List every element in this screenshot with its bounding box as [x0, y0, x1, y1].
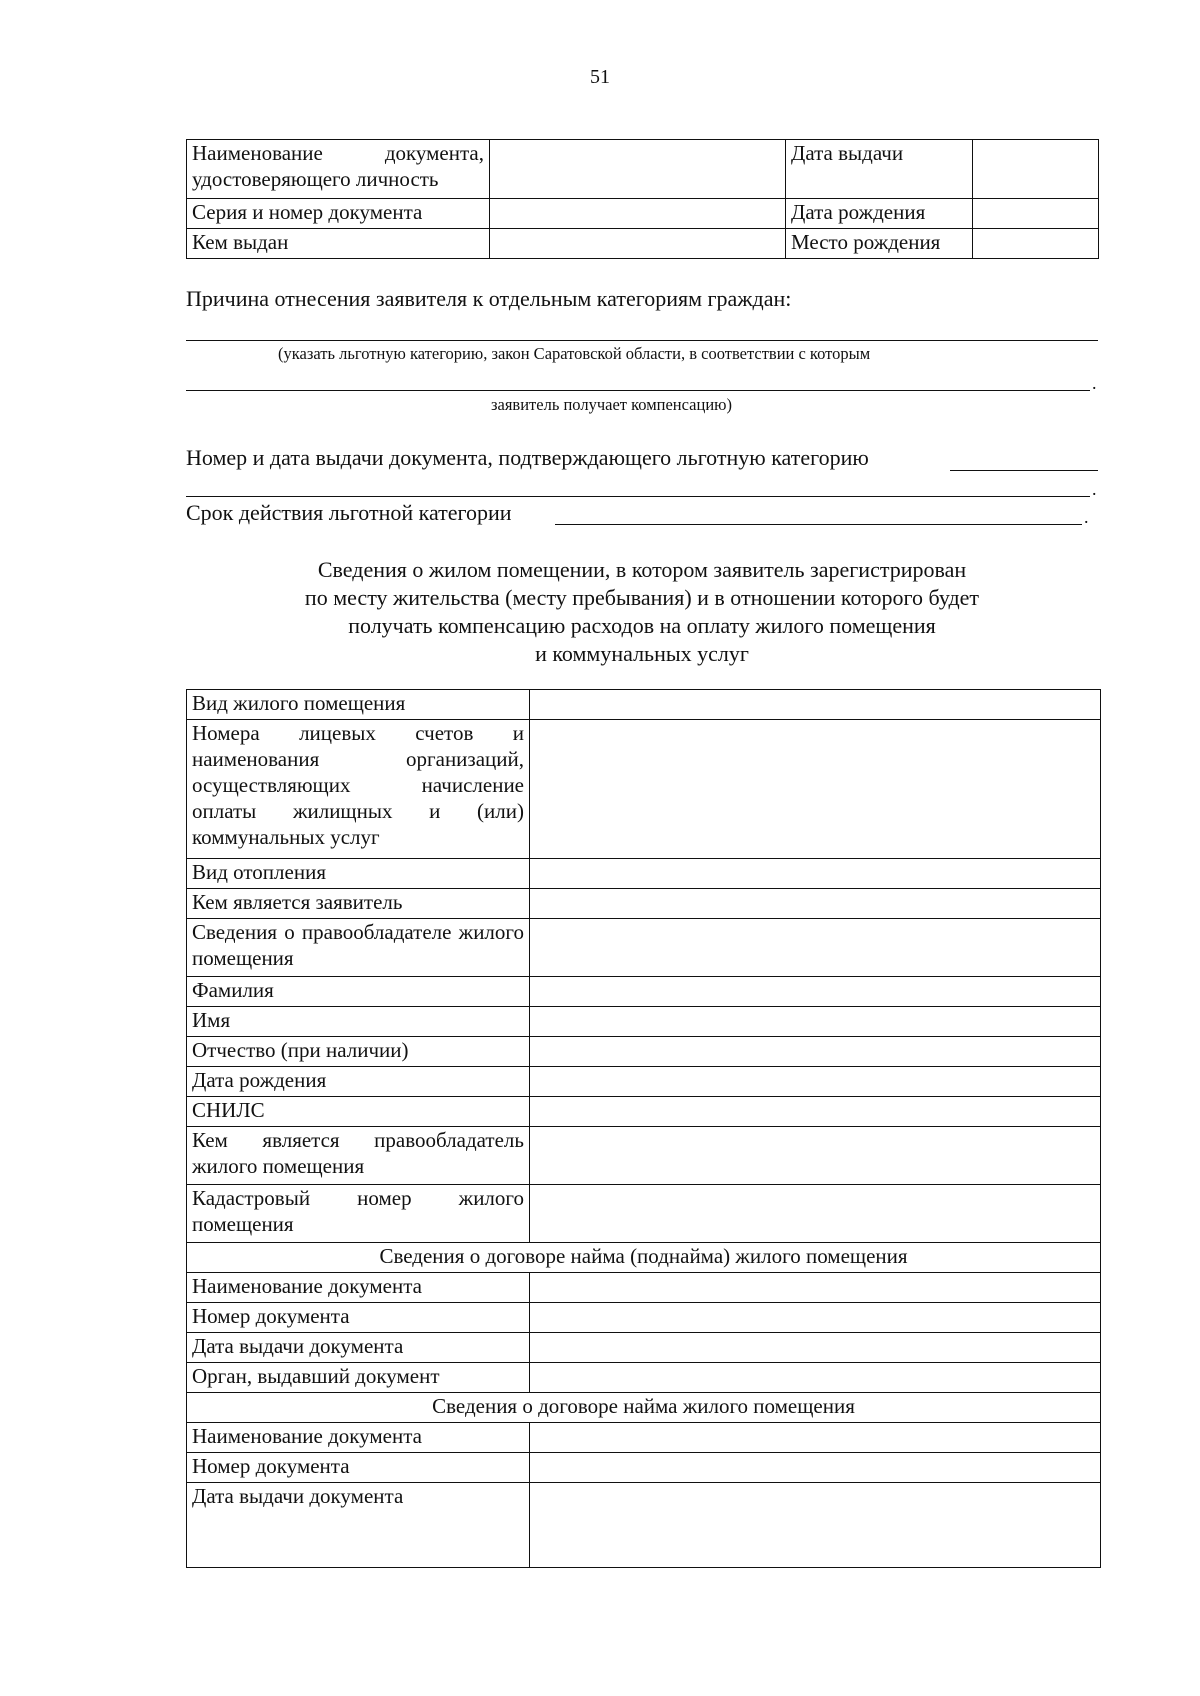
- heating-type-field[interactable]: [530, 859, 1101, 889]
- housing-type-field[interactable]: [530, 690, 1101, 720]
- validity-line[interactable]: [555, 524, 1082, 525]
- issued-by-label: Кем выдан: [187, 229, 490, 259]
- lease-doc-name-field[interactable]: [530, 1423, 1101, 1453]
- housing-table: [186, 689, 1101, 1568]
- owner-info-label: Сведения о правообладателе жилого помещения: [187, 919, 530, 977]
- housing-heading: [186, 556, 1098, 668]
- name-field[interactable]: [530, 1007, 1101, 1037]
- lease-doc-number-field[interactable]: [530, 1453, 1101, 1483]
- sublease-issuer-field[interactable]: [530, 1363, 1101, 1393]
- series-number-field[interactable]: [490, 199, 786, 229]
- sublease-doc-name-label: Наименование документа: [187, 1273, 530, 1303]
- period-mark: .: [1092, 373, 1097, 393]
- page-number: 51: [590, 66, 610, 88]
- birth-place-field[interactable]: [973, 229, 1099, 259]
- sublease-issuer-label: Орган, выдавший документ: [187, 1363, 530, 1393]
- owner-role-field[interactable]: [530, 1127, 1101, 1185]
- housing-heading-line-2: по месту жительства (месту пребывания) и в отношении которого будет: [304, 585, 980, 610]
- housing-heading-line-4: и коммунальных услуг: [535, 641, 749, 666]
- reason-label: Причина отнесения заявителя к отдельным категориям граждан:: [186, 286, 792, 311]
- snils-label: СНИЛС: [187, 1097, 530, 1127]
- lease-doc-number-label: Номер документа: [187, 1453, 530, 1483]
- birth-place-label: Место рождения: [786, 229, 973, 259]
- identity-document-table: [186, 139, 1099, 259]
- applicant-role-label: Кем является заявитель: [187, 889, 530, 919]
- lease-doc-date-label: Дата выдачи документа: [187, 1483, 530, 1568]
- patronymic-label: Отчество (при наличии): [187, 1037, 530, 1067]
- sublease-section-title: Сведения о договоре найма (поднайма) жилого помещения: [187, 1243, 1101, 1273]
- doc-name-field[interactable]: [490, 140, 786, 199]
- issue-date-label: Дата выдачи: [786, 140, 973, 199]
- accounts-label: Номера лицевых счетов и наименования организаций, осуществляющих начисление оплаты жилищных и (или) коммунальных услуг: [187, 720, 530, 859]
- name-label: Имя: [187, 1007, 530, 1037]
- validity-label: Срок действия льготной категории: [186, 500, 512, 525]
- benefit-doc-line-2[interactable]: [186, 496, 1090, 497]
- reason-line-1[interactable]: [186, 340, 1098, 341]
- owner-birth-date-field[interactable]: [530, 1067, 1101, 1097]
- surname-label: Фамилия: [187, 977, 530, 1007]
- issue-date-field[interactable]: [973, 140, 1099, 199]
- snils-field[interactable]: [530, 1097, 1101, 1127]
- surname-field[interactable]: [530, 977, 1101, 1007]
- owner-role-label: Кем является правообладатель жилого помещения: [187, 1127, 530, 1185]
- birth-date-field[interactable]: [973, 199, 1099, 229]
- doc-name-label: Наименование документа, удостоверяющего личность: [187, 140, 490, 199]
- sublease-doc-number-field[interactable]: [530, 1303, 1101, 1333]
- housing-heading-line-1: Сведения о жилом помещении, в котором заявитель зарегистрирован: [317, 557, 967, 582]
- sublease-doc-date-label: Дата выдачи документа: [187, 1333, 530, 1363]
- series-number-label: Серия и номер документа: [187, 199, 490, 229]
- benefit-doc-label: Номер и дата выдачи документа, подтверждающего льготную категорию: [186, 445, 869, 470]
- period-mark: .: [1092, 479, 1097, 499]
- owner-birth-date-label: Дата рождения: [187, 1067, 530, 1097]
- owner-info-field[interactable]: [530, 919, 1101, 977]
- reason-hint-2: заявитель получает компенсацию): [491, 395, 732, 414]
- housing-type-label: Вид жилого помещения: [187, 690, 530, 720]
- lease-section-title: Сведения о договоре найма жилого помещения: [187, 1393, 1101, 1423]
- sublease-doc-name-field[interactable]: [530, 1273, 1101, 1303]
- sublease-doc-date-field[interactable]: [530, 1333, 1101, 1363]
- reason-line-2[interactable]: [186, 390, 1090, 391]
- heating-type-label: Вид отопления: [187, 859, 530, 889]
- lease-doc-name-label: Наименование документа: [187, 1423, 530, 1453]
- cadastral-number-label: Кадастровый номер жилого помещения: [187, 1185, 530, 1243]
- patronymic-field[interactable]: [530, 1037, 1101, 1067]
- reason-hint-1: (указать льготную категорию, закон Саратовской области, в соответствии с которым: [278, 344, 871, 363]
- birth-date-label: Дата рождения: [786, 199, 973, 229]
- accounts-field[interactable]: [530, 720, 1101, 859]
- lease-doc-date-field[interactable]: [530, 1483, 1101, 1568]
- issued-by-field[interactable]: [490, 229, 786, 259]
- period-mark: .: [1084, 507, 1089, 527]
- sublease-doc-number-label: Номер документа: [187, 1303, 530, 1333]
- cadastral-number-field[interactable]: [530, 1185, 1101, 1243]
- housing-heading-line-3: получать компенсацию расходов на оплату жилого помещения: [348, 613, 936, 638]
- applicant-role-field[interactable]: [530, 889, 1101, 919]
- benefit-doc-line-1[interactable]: [950, 470, 1098, 471]
